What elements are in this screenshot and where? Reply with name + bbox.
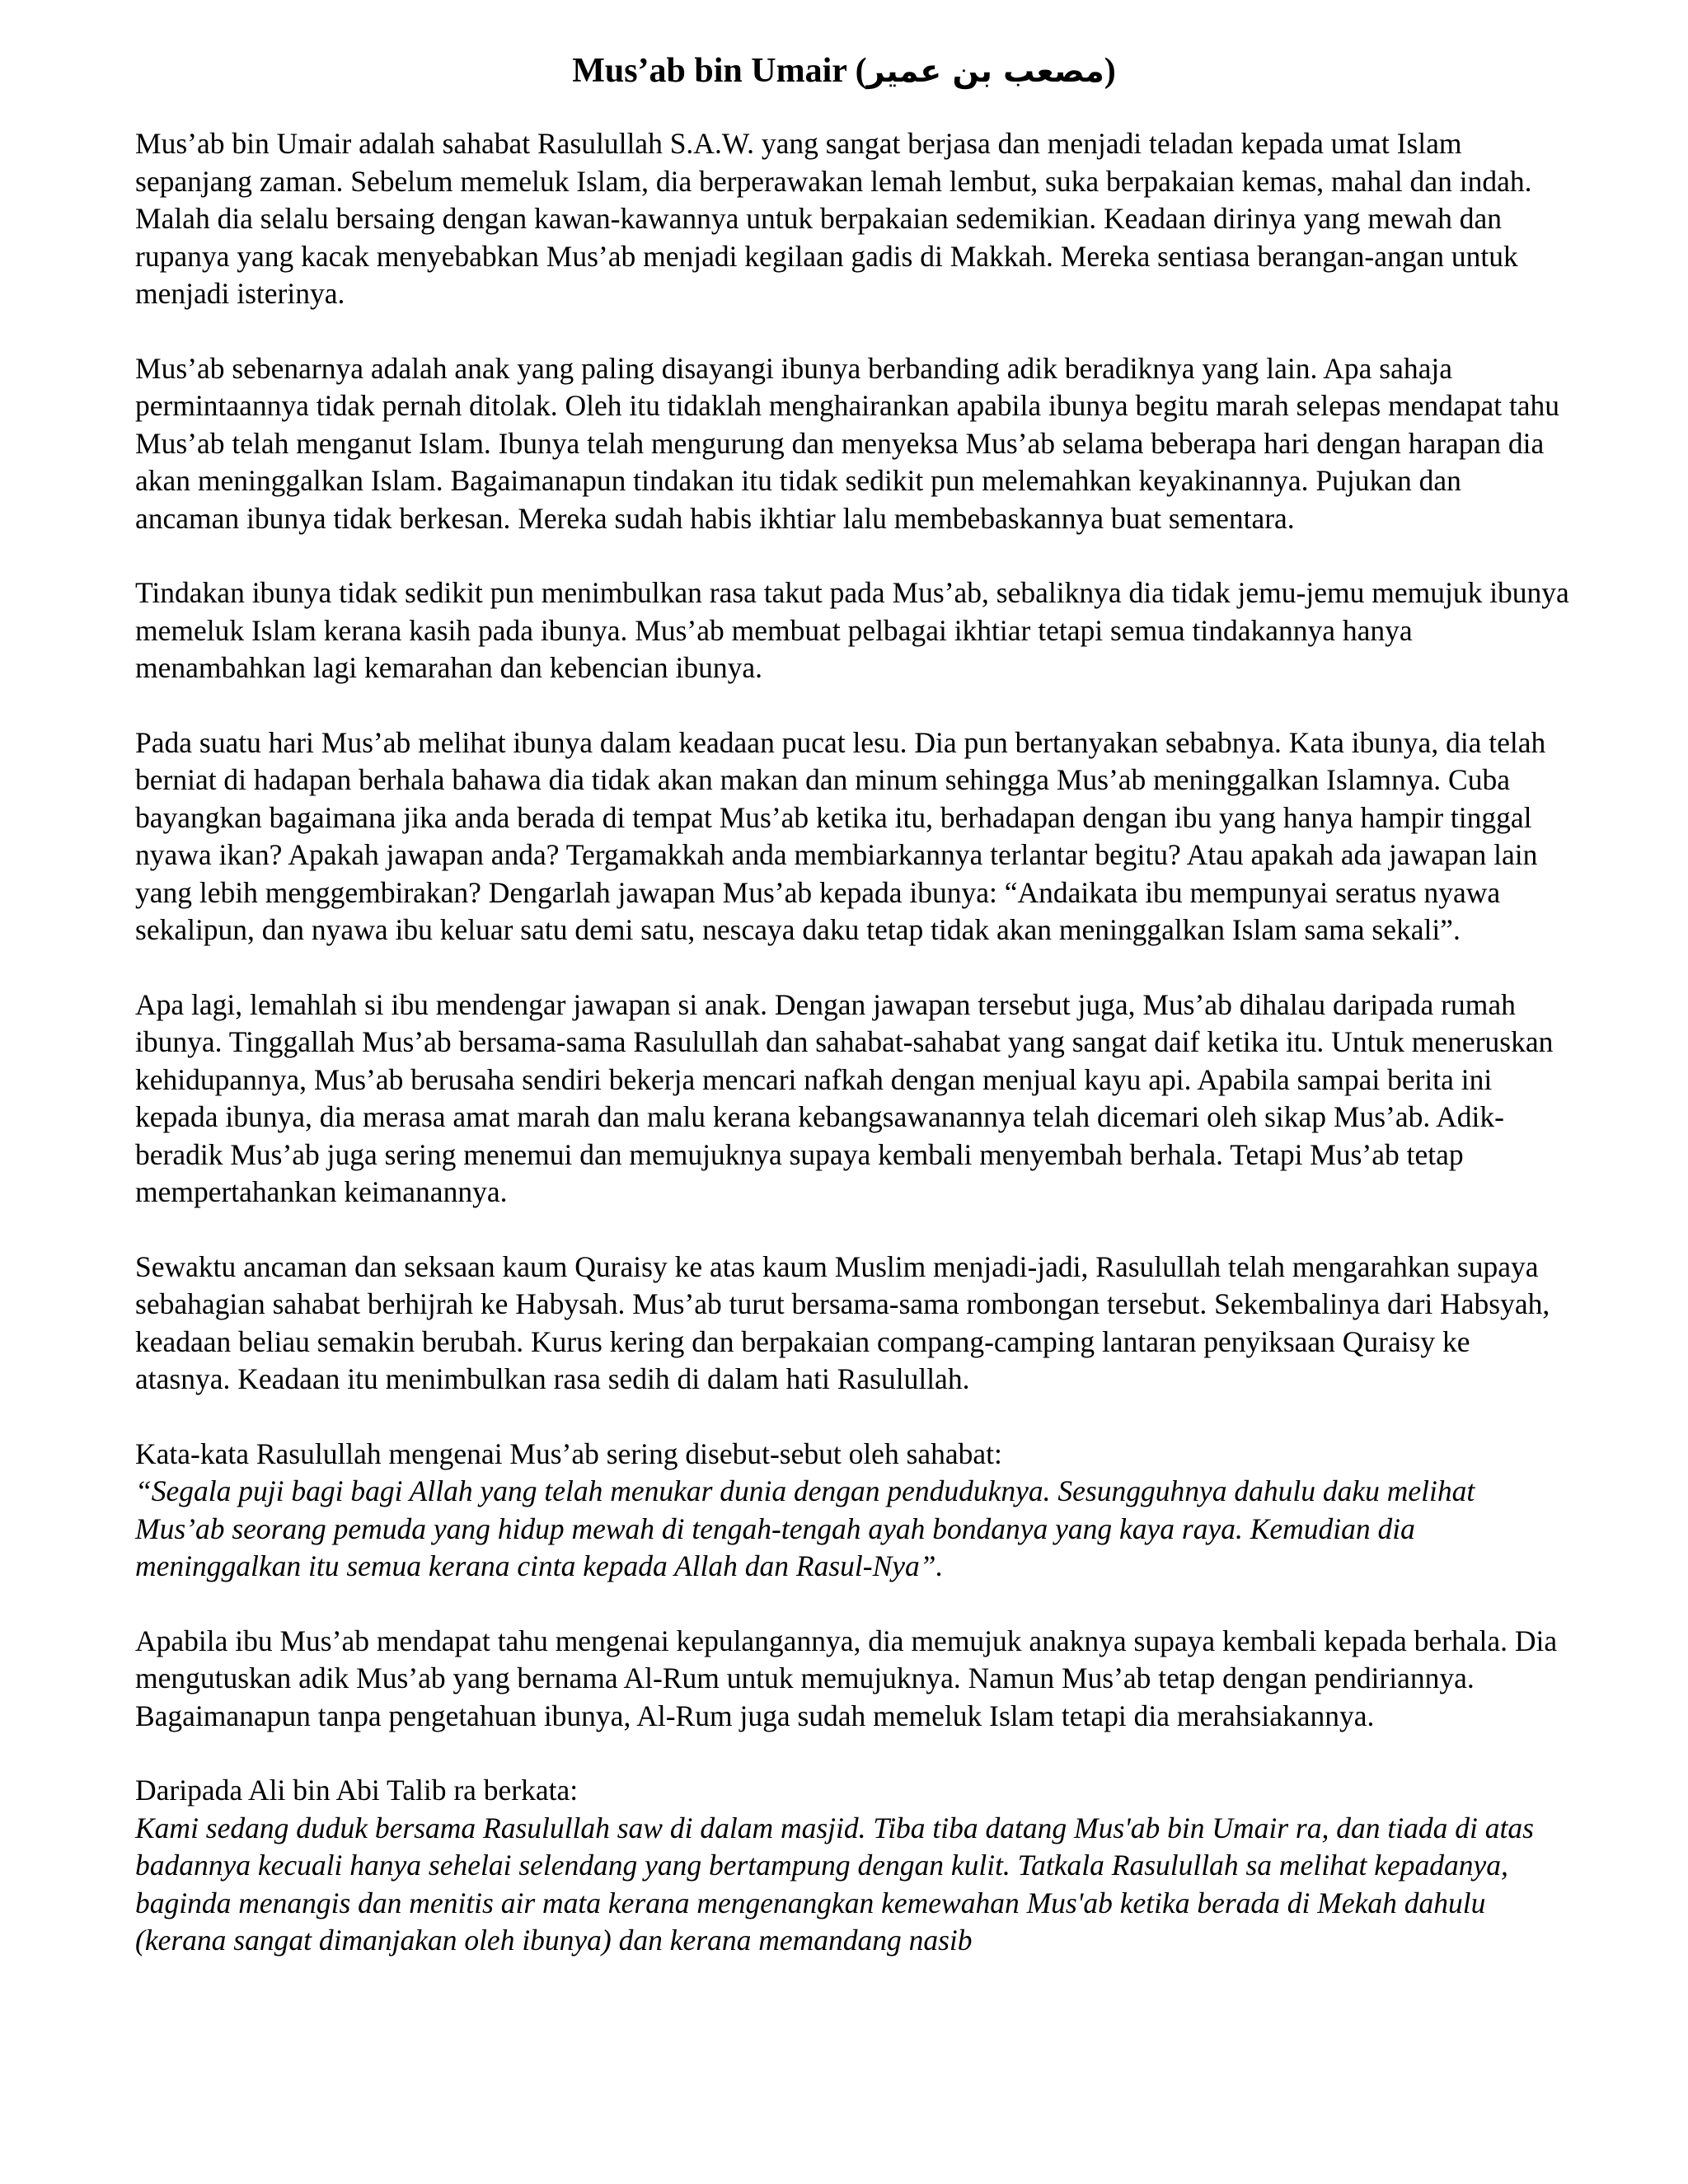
quote-block-1 <box>135 1436 1569 1586</box>
quote-1-intro: Kata-kata Rasulullah mengenai Mus’ab sering disebut-sebut oleh sahabat: <box>135 1436 1002 1470</box>
paragraph-6: Sewaktu ancaman dan seksaan kaum Quraisy ke atas kaum Muslim menjadi-jadi, Rasulullah telah mengarahkan supaya sebahagian sahabat berhijrah ke Habysah. Mus’ab turut bersama-sama rombongan tersebut. Sekembalinya dari Habsyah, keadaan beliau semakin berubah. Kurus kering dan berpakaian compang-camping lantaran penyiksaan Quraisy ke atasnya. Keadaan itu menimbulkan rasa sedih di dalam hati Rasulullah. <box>135 1249 1550 1395</box>
document-body <box>135 125 1569 1997</box>
quote-2-intro: Daripada Ali bin Abi Talib ra berkata: <box>135 1774 579 1807</box>
paragraph-4: Pada suatu hari Mus’ab melihat ibunya dalam keadaan pucat lesu. Dia pun bertanyakan sebabnya. Kata ibunya, dia telah berniat di hadapan berhala bahawa dia tidak akan makan dan minum sehingga Mus’ab meninggalkan Islamnya. Cuba bayangkan bagaimana jika anda berada di tempat Mus’ab ketika itu, berhadapan dengan ibu yang hanya hampir tinggal nyawa ikan? Apakah jawapan anda? Tergamakkah anda membiarkannya terlantar begitu? Atau apakah ada jawapan lain yang lebih menggembirakan? Dengarlah jawapan Mus’ab kepada ibunya: “Andaikata ibu mempunyai seratus nyawa sekalipun, dan nyawa ibu keluar satu demi satu, nescaya daku tetap tidak akan meninggalkan Islam sama sekali”. <box>135 725 1546 946</box>
paragraph-5: Apa lagi, lemahlah si ibu mendengar jawapan si anak. Dengan jawapan tersebut juga, Mus’ab dihalau daripada rumah ibunya. Tinggallah Mus’ab bersama-sama Rasulullah dan sahabat-sahabat yang sangat daif ketika itu. Untuk meneruskan kehidupannya, Mus’ab berusaha sendiri bekerja mencari nafkah dengan menjual kayu api. Apabila sampai berita ini kepada ibunya, dia merasa amat marah dan malu kerana kebangsawanannya telah dicemari oleh sikap Mus’ab. Adik-beradik Mus’ab juga sering menemui dan memujuknya supaya kembali menyembah berhala. Tetapi Mus’ab tetap mempertahankan keimanannya. <box>135 987 1554 1208</box>
page-title <box>0 46 1688 96</box>
title-latin: Mus’ab bin Umair ( <box>572 52 867 90</box>
paragraph-7: Apabila ibu Mus’ab mendapat tahu mengenai kepulangannya, dia memujuk anaknya supaya kembali kepada berhala. Dia mengutuskan adik Mus’ab yang bernama Al-Rum untuk memujuknya. Namun Mus’ab tetap dengan pendiriannya. Bagaimanapun tanpa pengetahuan ibunya, Al-Rum juga sudah memeluk Islam tetapi dia merahsiakannya. <box>135 1624 1558 1732</box>
title-arabic: مصعب بن عمير <box>866 53 1104 89</box>
quote-2-text: Kami sedang duduk bersama Rasulullah saw di dalam masjid. Tiba tiba datang Mus'ab bin Umair ra, dan tiada di atas badannya kecuali hanya sehelai selendang yang bertampung dengan kulit. Tatkala Rasulullah sa melihat kepadanya, baginda menangis dan menitis air mata kerana mengenangkan kemewahan Mus'ab ketika berada di Mekah dahulu (kerana sangat dimanjakan oleh ibunya) dan kerana memandang nasib <box>135 1811 1534 1957</box>
quote-1-text: “Segala puji bagi bagi Allah yang telah menukar dunia dengan penduduknya. Sesungguhnya dahulu daku melihat Mus’ab seorang pemuda yang hidup mewah di tengah-tengah ayah bondanya yang kaya raya. Kemudian dia meninggalkan itu semua kerana cinta kepada Allah dan Rasul-Nya”. <box>135 1474 1475 1582</box>
title-close-paren: ) <box>1104 52 1116 90</box>
paragraph-2: Mus’ab sebenarnya adalah anak yang paling disayangi ibunya berbanding adik beradiknya yang lain. Apa sahaja permintaannya tidak pernah ditolak. Oleh itu tidaklah menghairankan apabila ibunya begitu marah selepas mendapat tahu Mus’ab telah menganut Islam. Ibunya telah mengurung dan menyeksa Mus’ab selama beberapa hari dengan harapan dia akan meninggalkan Islam. Bagaimanapun tindakan itu tidak sedikit pun melemahkan keyakinannya. Pujukan dan ancaman ibunya tidak berkesan. Mereka sudah habis ikhtiar lalu membebaskannya buat sementara. <box>135 351 1560 535</box>
quote-block-2 <box>135 1772 1569 1960</box>
paragraph-3: Tindakan ibunya tidak sedikit pun menimbulkan rasa takut pada Mus’ab, sebaliknya dia tidak jemu-jemu memujuk ibunya memeluk Islam kerana kasih pada ibunya. Mus’ab membuat pelbagai ikhtiar tetapi semua tindakannya hanya menambahkan lagi kemarahan dan kebencian ibunya. <box>135 576 1569 684</box>
paragraph-1: Mus’ab bin Umair adalah sahabat Rasulullah S.A.W. yang sangat berjasa dan menjadi teladan kepada umat Islam sepanjang zaman. Sebelum memeluk Islam, dia berperawakan lemah lembut, suka berpakaian kemas, mahal dan indah. Malah dia selalu bersaing dengan kawan-kawannya untuk berpakaian sedemikian. Keadaan dirinya yang mewah dan rupanya yang kacak menyebabkan Mus’ab menjadi kegilaan gadis di Makkah. Mereka sentiasa berangan-angan untuk menjadi isterinya. <box>135 127 1532 310</box>
